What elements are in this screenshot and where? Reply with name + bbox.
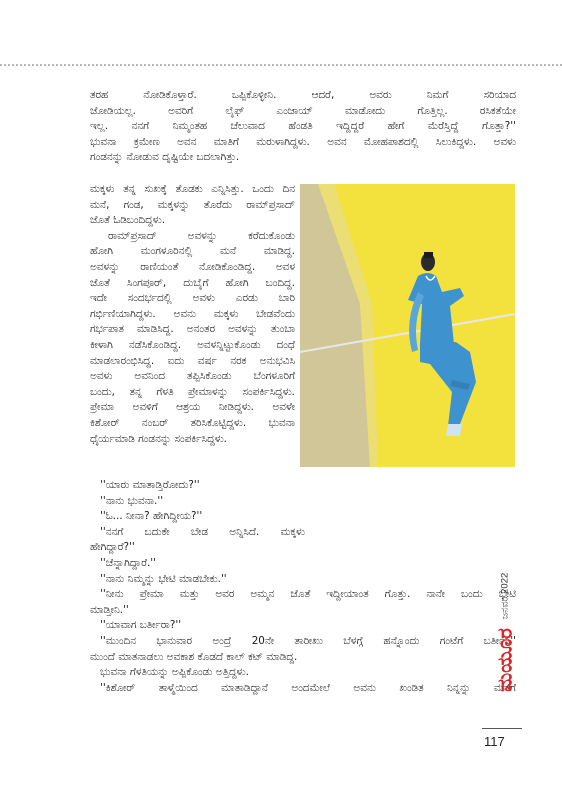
dialogue-line: ''ಓ... ನೀನಾ? ಹೇಗಿದ್ದೀಯ?'' [100, 510, 203, 523]
top-dotted-rule [0, 64, 562, 66]
story-dialogue [90, 478, 516, 696]
dialogue-line: ಹೇಗಿದ್ದಾರೆ?'' [90, 541, 135, 554]
text-line: ರಾಮ್‌ಪ್ರಸಾದ್ ಅವಳನ್ನು ಕರೆದುಕೊಂಡು [108, 229, 295, 242]
text-line: ಭುವನಾ ಕ್ರಮೇಣ ಅವನ ಮಾತಿಗೆ ಮರುಳಾಗಿದ್ದಳು. ಅವನ ಮೋಹಪಾಶದಲ್ಲಿ ಸಿಲುಕಿದ್ದಳು. ಅವಳು [90, 135, 516, 148]
magazine-logo-text: ಮಯೂರ [493, 628, 517, 692]
page-number-rule [482, 728, 522, 729]
text-line: ಮಾಡಲಾರಂಭಿಸಿದ್ದ. ಐದು ವರ್ಷ ನರಕ ಅನುಭವಿಸಿ [90, 354, 295, 367]
text-line: ಗರ್ಭಿಣಿಯಾಗಿದ್ದಳು. ಅವನು ಮಕ್ಕಳು ಬೇಡವೆಂದು [90, 307, 295, 320]
magazine-logo [493, 620, 519, 700]
text-line: ತರಹ ನೋಡಿಕೊಳ್ತಾರೆ. ಒಪ್ಪಿಕೊಳ್ಳೀನಿ. ಆದರೆ, ಅವರು ನಿಮಗೆ ಸರಿಯಾದ [90, 89, 516, 101]
dialogue-line: ಭುವನಾ ಗೆಳತಿಯನ್ನು ಅಪ್ಪಿಕೊಂಡು ಅತ್ತಿದ್ದಳು. [100, 666, 249, 679]
text-line: ಮನೆ, ಗಂಡ, ಮಕ್ಕಳನ್ನು ತೊರೆದು ರಾಮ್‌ಪ್ರಸಾದ್ [90, 198, 295, 211]
story-paragraph-1 [90, 88, 516, 166]
dialogue-line: ''ಯಾವಾಗ ಬರ್ತೀರಾ?'' [100, 619, 182, 632]
text-line: ಜೋಡಿಯಲ್ಲ. ಅವರಿಗೆ ಲೈಫ್ ಎಂಜಾಯ್ ಮಾಡೋದು ಗೊತ್ತಿಲ್ಲ. ರಸಿಕತೆಯೇ [90, 104, 516, 117]
text-line: ಬಂದು, ತನ್ನ ಗೆಳತಿ ಪ್ರೇಮಾಳನ್ನು ಸಂಪರ್ಕಿಸಿದ್ದಳು. [90, 385, 295, 398]
text-line: ಧೈರ್ಯಮಾಡಿ ಗಂಡನನ್ನು ಸಂಪರ್ಕಿಸಿದ್ದಳು. [90, 432, 227, 445]
text-line: ಇದೇ ಸಂದರ್ಭದಲ್ಲಿ ಅವಳು ಎರಡು ಬಾರಿ [90, 292, 295, 305]
text-line: ಜೊತೆ ಸಿಂಗಪೂರ್, ದುಬೈಗೆ ಹೋಗಿ ಬಂದಿದ್ದ. [90, 276, 295, 289]
dialogue-line: ''ನಾನು ನಿಮ್ಮನ್ನು ಭೇಟಿ ಮಾಡಬೇಕು.'' [100, 572, 227, 585]
issue-date-text: ಜನವರಿ 2022 [499, 572, 511, 620]
dialogue-line: ಮುಂದೆ ಮಾತನಾಡಲು ಅವಕಾಶ ಕೊಡದೆ ಕಾಲ್ ಕಟ್ ಮಾಡಿದ್ದ. [90, 650, 298, 663]
dialogue-line: ''ಯಾರು ಮಾತಾಡ್ತಿರೋದು?'' [100, 479, 200, 491]
text-line: ಪ್ರೇಮಾ ಅವಳಿಗೆ ಆಶ್ರಯ ನೀಡಿದ್ದಳು. ಅವಳೇ [90, 401, 295, 414]
story-illustration [300, 184, 515, 467]
text-line: ಗಂಡನನ್ನು ನೋಡುವ ದೃಷ್ಟಿಯೇ ಬದಲಾಗಿತ್ತು. [90, 151, 240, 164]
story-paragraph-2 [90, 182, 295, 447]
dialogue-line: ''ನಾನು ಭುವನಾ.'' [100, 494, 164, 507]
text-line: ಅವಳನ್ನು ರಾಣಿಯಂತೆ ನೋಡಿಕೊಂಡಿದ್ದ. ಅವಳ [90, 260, 295, 273]
text-line: ಅವಳು ಅವನಿಂದ ತಪ್ಪಿಸಿಕೊಂಡು ಬೆಂಗಳೂರಿಗೆ [90, 370, 295, 383]
dialogue-line: ಮಾಡ್ತೀನಿ.'' [90, 603, 129, 616]
text-line: ಜೊತೆ ಓಡಿಬಂದಿದ್ದಳು. [90, 214, 166, 227]
dialogue-line: ''ನನಗೆ ಬದುಕೇ ಬೇಡ ಅನ್ನಿಸಿದೆ. ಮಕ್ಕಳು [100, 525, 305, 538]
text-line: ಗರ್ಭಪಾತ ಮಾಡಿಸಿದ್ದ. ಅನಂತರ ಅವಳನ್ನು ತುಂಬಾ [90, 323, 295, 336]
dialogue-line: ''ಚೆನ್ನಾಗಿದ್ದಾರೆ.'' [100, 556, 157, 569]
text-line: ಮಕ್ಕಳು ತನ್ನ ಸುಖಕ್ಕೆ ತೊಡಕು ಎನ್ನಿಸಿತ್ತು. ಒಂದು ದಿನ [90, 183, 295, 195]
text-line: ಕೀಳಾಗಿ ನಡೆಸಿಕೊಂಡಿದ್ದ. ಅವಳನ್ನಿಟ್ಟುಕೊಂಡು ದಂಧೆ [90, 338, 295, 351]
text-line: ಕಿಶೋರ್ ನಂಬರ್ ತರಿಸಿಕೊಟ್ಟಿದ್ದಳು. ಭುವನಾ [90, 416, 295, 429]
dialogue-line: ''ನೀನು ಪ್ರೇಮಾ ಮತ್ತು ಅವರ ಅಮ್ಮನ ಜೊತೆ ಇದ್ದೀಯಾಂತ ಗೊತ್ತು. ನಾನೇ ಬಂದು ಭೇಟಿ [100, 588, 516, 601]
issue-date [498, 566, 512, 626]
dialogue-line: ''ಕಿಶೋರ್ ತಾಳ್ಮೆಯಿಂದ ಮಾತಾಡಿದ್ದಾನೆ ಅಂದಮೇಲೆ ಅವನು ಖಂಡಿತ ನಿನ್ನನ್ನು ಮನೆಗೆ [100, 681, 516, 694]
dialogue-line: ''ಮುಂದಿನ ಭಾನುವಾರ ಅಂದ್ರೆ 20ನೇ ತಾರೀಖು ಬೆಳಗ್ಗೆ ಹನ್ನೊಂದು ಗಂಟೆಗೆ ಬರ್ತೀನಿ'' [100, 634, 516, 647]
page-number: 117 [484, 734, 505, 749]
text-line: ಹೋಗಿ ಮಂಗಳೂರಿನಲ್ಲಿ ಮನೆ ಮಾಡಿದ್ದ. [90, 245, 295, 258]
text-line: ಇಲ್ಲ. ನನಗೆ ನಿಮ್ಮಂತಹ ಚೆಲುವಾದ ಹೆಂಡತಿ ಇದ್ದಿದ್ದರೆ ಹೇಗೆ ಮೆರೆಸ್ತಿದ್ದೆ ಗೊತ್ತಾ?'' [90, 120, 516, 133]
